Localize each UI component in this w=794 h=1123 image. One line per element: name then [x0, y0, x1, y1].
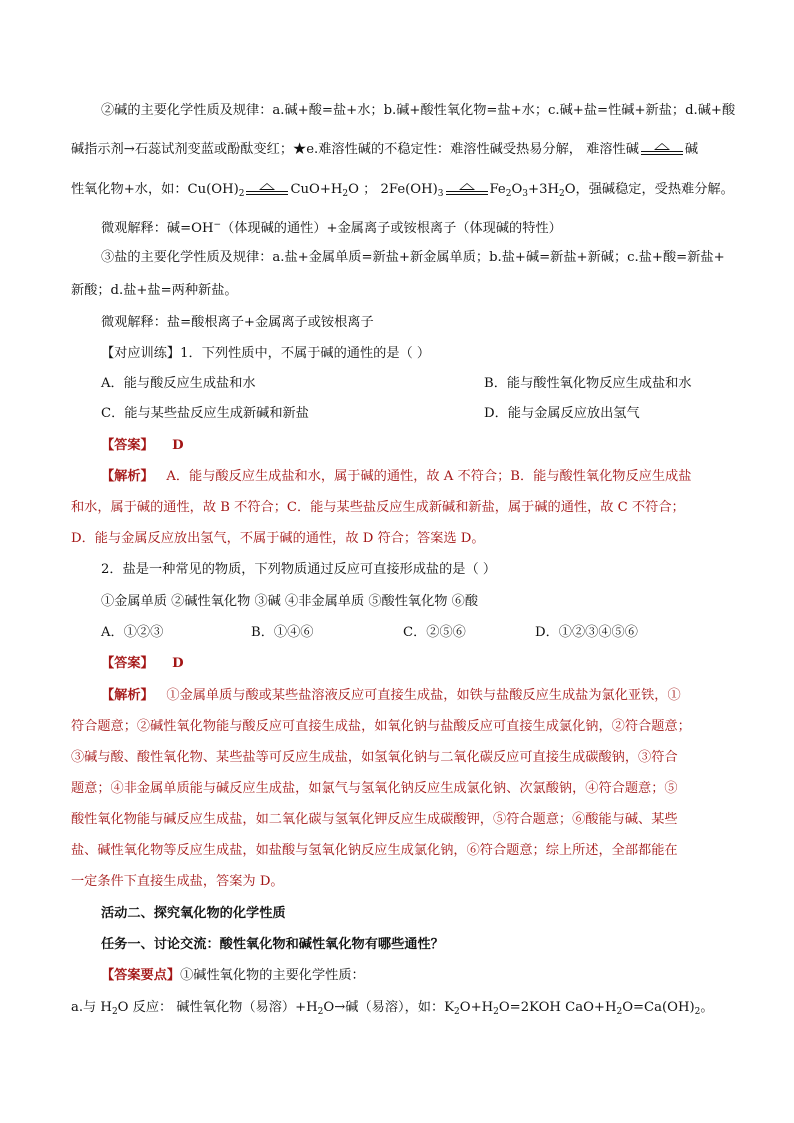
- activity-2-task: 任务一、讨论交流：酸性氧化物和碱性氧化物有哪些通性？: [101, 937, 444, 952]
- base-property-line-3: 性氧化物+水，如：$Cu(OH)_2$ $CuO+H_2O$ ； $2Fe(OH)_3$ $Fe_2O_3+3H_2O$，强碱稳定，受热难分解。: [71, 182, 734, 199]
- activity-2-title: 活动二、探究氧化物的化学性质: [101, 906, 286, 921]
- salt-micro-explanation: 微观解释：盐=酸根离子+金属离子或铵根离子: [101, 315, 374, 330]
- base-micro-explanation: 微观解释：碱=OH−（体现碱的通性）+金属离子或铵根离子（体现碱的特性）: [101, 220, 562, 236]
- option-a: A．能与酸反应生成盐和水: [101, 376, 256, 391]
- option-b: B．能与酸性氧化物反应生成盐和水: [484, 376, 692, 391]
- question-1-analysis-line-3: D．能与金属反应放出氢气，不属于碱的通性，故 D 符合；答案选 D。: [71, 531, 485, 546]
- question-2-answer: 【答案】 D: [101, 656, 184, 671]
- base-property-line-1: ②碱的主要化学性质及规律：a.碱+酸=盐+水；b.碱+酸性氧化物=盐+水；c.碱+盐=性碱+新盐；d.碱+酸: [101, 103, 736, 118]
- question-2-analysis-line-7: 一定条件下直接生成盐，答案为 D。: [71, 874, 284, 889]
- option-c: C．②⑤⑥: [403, 625, 466, 640]
- question-2-analysis-line-6: 盐、碱性氧化物等反应生成盐，如盐酸与氢氧化钠反应生成氯化钠，⑥符合题意；综上所述，全部都能在: [71, 843, 678, 858]
- question-2-stem: 2．盐是一种常见的物质，下列物质通过反应可直接形成盐的是（ ）: [101, 562, 497, 577]
- question-2-analysis-line-2: 符合题意；②碱性氧化物能与酸反应可直接生成盐，如氧化钠与盐酸反应可直接生成氯化钠，②符合题意；: [71, 719, 691, 734]
- question-1-answer: 【答案】 D: [101, 438, 184, 453]
- question-2-analysis-line-3: ③碱与酸、酸性氧化物、某些盐等可反应生成盐，如氢氧化钠与二氧化碳反应可直接生成碳酸钠，③符合: [71, 750, 678, 765]
- option-b: B．①④⑥: [251, 625, 314, 640]
- question-1-options-row-1: [101, 374, 692, 394]
- question-2-analysis-line-1: 【解析】 ①金属单质与酸或某些盐溶液反应可直接生成盐，如铁与盐酸反应生成盐为氯化亚铁，①: [101, 688, 681, 703]
- activity-2-key-points: 【答案要点】①碱性氧化物的主要化学性质：: [101, 968, 365, 983]
- question-2-options: [101, 623, 701, 643]
- heating-arrow-icon: [446, 183, 488, 197]
- question-1-options-row-2: [101, 404, 640, 424]
- base-property-line-2: 碱指示剂→石蕊试剂变蓝或酚酞变红；★e.难溶性碱的不稳定性：难溶性碱受热易分解， 难溶性碱 碱: [71, 142, 699, 157]
- activity-2-reaction-line: a.与 $H_2O$ 反应： 碱性氧化物（易溶）$+H_2O\to$碱（易溶），如：$K_2O+H_2O=2KOH$ $CaO+H_2O=Ca(OH)_2$。: [71, 1000, 714, 1017]
- question-1-analysis-line-1: 【解析】 A．能与酸反应生成盐和水，属于碱的通性，故 A 不符合；B．能与酸性氧化物反应生成盐: [101, 469, 692, 484]
- question-2-items: ①金属单质 ②碱性氧化物 ③碱 ④非金属单质 ⑤酸性氧化物 ⑥酸: [101, 594, 479, 609]
- heating-arrow-icon: [246, 183, 288, 197]
- question-2-analysis-line-4: 题意；④非金属单质能与碱反应生成盐，如氯气与氢氧化钠反应生成氯化钠、次氯酸钠，④符合题意；⑤: [71, 781, 678, 796]
- option-a: A．①②③: [101, 625, 164, 640]
- option-d: D．能与金属反应放出氢气: [484, 406, 640, 421]
- question-1-analysis-line-2: 和水，属于碱的通性，故 B 不符合；C．能与某些盐反应生成新碱和新盐，属于碱的通性，故 C 不符合；: [71, 500, 685, 515]
- option-d: D．①②③④⑤⑥: [535, 625, 638, 640]
- heating-arrow-icon: [641, 143, 683, 157]
- question-1-stem: 【对应训练】1．下列性质中，不属于碱的通性的是（ ）: [101, 346, 431, 361]
- question-2-analysis-line-5: 酸性氧化物能与碱反应生成盐，如二氧化碳与氢氧化钾反应生成碳酸钾，⑤符合题意；⑥酸能与碱、某些: [71, 812, 678, 827]
- salt-property-line-2: 新酸；d.盐+盐=两种新盐。: [71, 283, 238, 298]
- option-c: C．能与某些盐反应生成新碱和新盐: [101, 406, 309, 421]
- salt-property-line-1: ③盐的主要化学性质及规律：a.盐+金属单质=新盐+新金属单质；b.盐+碱=新盐+新碱；c.盐+酸=新盐+: [101, 250, 725, 265]
